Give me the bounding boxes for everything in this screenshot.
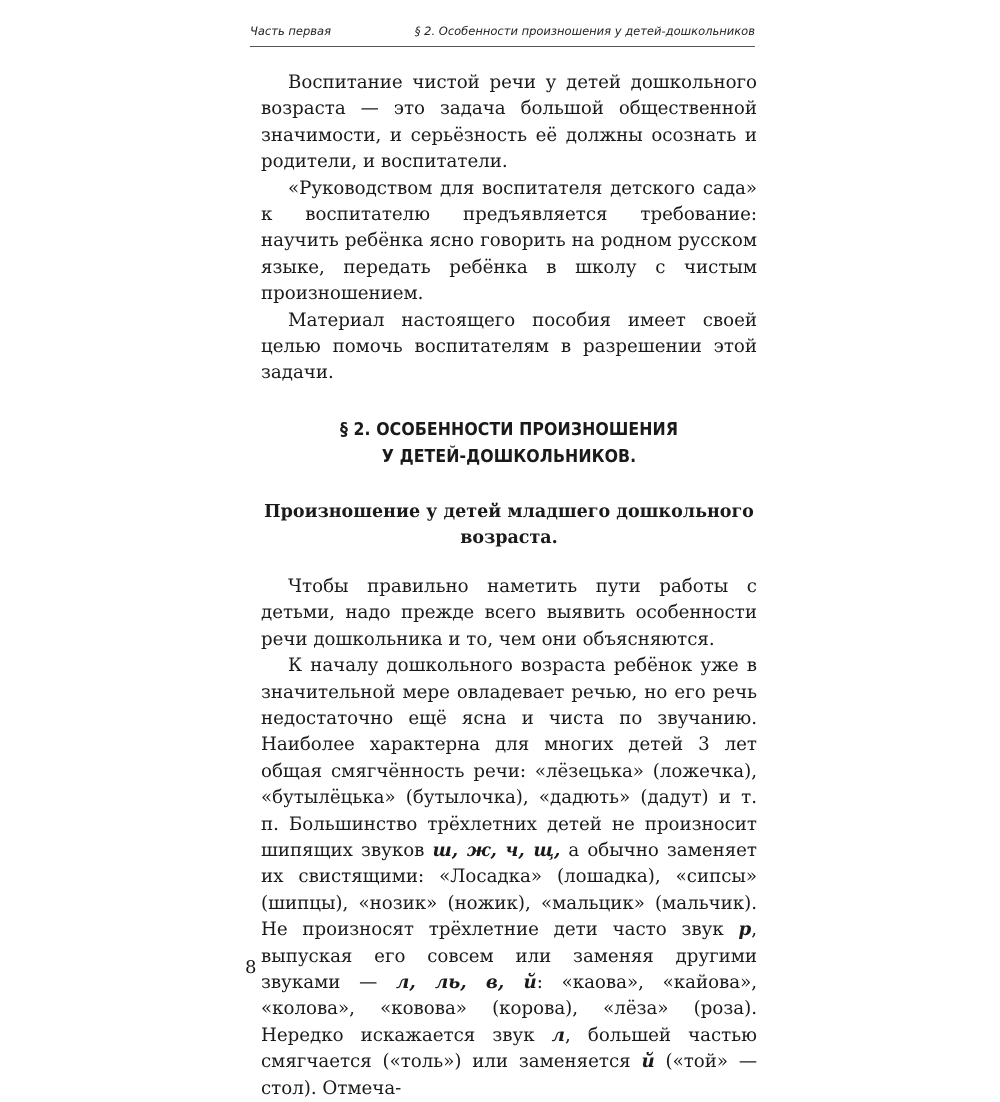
running-header-section: § 2. Особенности произношения у детей-дошкольников [414,24,755,38]
body-paragraph-1: Чтобы правильно наметить пути работы с детьми, надо прежде всего выявить особенности речи дошкольника и то, чем они объясняются. [261,575,757,650]
subheading-line-1: Произношение у детей младшего дошкольного [264,501,754,522]
running-header-part: Часть первая [250,24,332,38]
page-body [261,70,757,1102]
subheading [261,499,757,552]
body-paragraph-2-text: («той» — стол). Отмеча- [261,1051,758,1099]
body-paragraph-2-text: , большей частью смягчается («толь») или заменяется [261,1024,757,1073]
sound-hushing: ш, ж, ч, щ, [432,839,561,861]
header-rule [250,46,755,47]
body-paragraph-2-text: , выпуская его совсем или заменяя другими звуками — [261,919,757,993]
section-heading-line-1: § 2. ОСОБЕННОСТИ ПРОИЗНОШЕНИЯ [339,419,679,440]
body-paragraph-2-text: К началу дошкольного возраста ребёнок уже в значительной мере овладевает речью, но его речь недостаточно ещё ясна и чиста по звучанию. Наиболее характерна для многих детей 3 лет общая смягчённость речи: «лёзецька» (ложечка), «бутылёцька» (бутылочка), «дадють» (дадут) и т. п. Большинство трёхлетних детей не произносит шипящих звуков [261,655,757,861]
intro-paragraph-1: Воспитание чистой речи у детей дошкольного возраста — это задача большой общественной значимости, и серьёзность её должны осознать и родители, и воспитатели. [261,72,757,173]
page-number: 8 [245,957,257,978]
body-paragraph-2-text: а обычно заменяет их свистящими: «Лосадка» (лошадка), «сипсы» (шипцы), «нозик» (ножик), «мальцик» (мальчик). Не произносят трёхлетние дети часто звук [261,839,757,941]
sound-y: й [641,1051,655,1073]
section-heading [261,417,757,471]
section-heading-line-2: У ДЕТЕЙ-ДОШКОЛЬНИКОВ. [381,446,637,467]
sound-replacements: л, ль, в, й [396,971,537,993]
body-paragraph-2 [261,653,757,1102]
running-header [250,22,755,44]
sound-l: л [551,1024,565,1046]
intro-paragraph-3: Материал настоящего пособия имеет своей целью помочь воспитателям в разрешении этой задачи. [261,309,757,384]
sound-r: р [738,919,752,941]
body-paragraph-2-text: : «каова», «кайова», «колова», «ковова» (корова), «лёза» (роза). Нередко искажается звук [261,971,758,1046]
subheading-line-2: возраста. [460,528,558,549]
intro-paragraph-2: «Руководством для воспитателя детского сада» к воспитателю предъявляется требование: научить ребёнка ясно говорить на родном русском языке, передать ребёнка в школу с чистым произношением. [261,177,757,305]
